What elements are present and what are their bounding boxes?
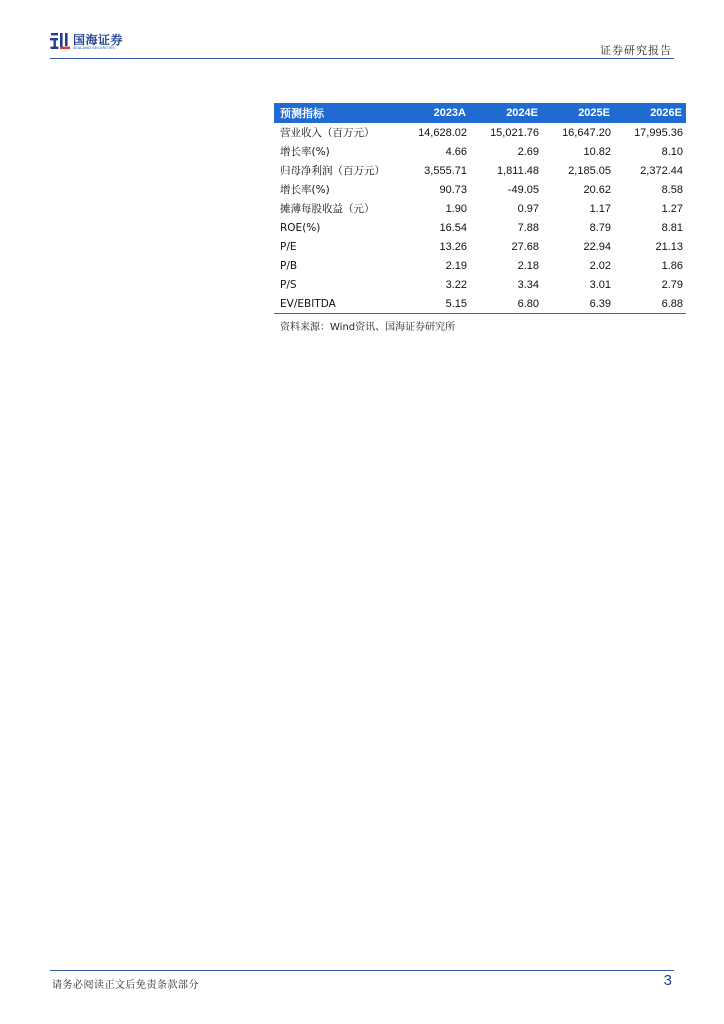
table-cell: 2.79 <box>661 278 683 291</box>
table-cell: 7.88 <box>517 221 539 234</box>
table-cell: 3,555.71 <box>424 164 467 177</box>
row-label: P/B <box>280 259 298 272</box>
table-cell: 1,811.48 <box>496 164 539 177</box>
table-cell: 16.54 <box>439 221 467 234</box>
column-header: 2025E <box>578 107 610 119</box>
column-header: 预测指标 <box>280 108 324 120</box>
table-row <box>274 180 686 199</box>
table-cell: 8.79 <box>589 221 611 234</box>
table-row <box>274 123 686 142</box>
table-cell: 20.62 <box>583 183 611 196</box>
table-cell: 2,185.05 <box>568 164 611 177</box>
table-row <box>274 218 686 237</box>
forecast-table <box>274 103 686 314</box>
table-cell: 22.94 <box>583 240 611 253</box>
table-cell: 1.90 <box>445 202 467 215</box>
table-cell: 27.68 <box>511 240 539 253</box>
logo-text-en: SEALAND SECURITIES <box>73 46 115 50</box>
table-cell: 0.97 <box>517 202 539 215</box>
row-label: 增长率(%) <box>280 184 330 196</box>
column-header: 2023A <box>433 107 466 119</box>
page-number: 3 <box>663 972 672 989</box>
header-divider <box>50 58 674 59</box>
row-label: ROE(%) <box>280 221 321 234</box>
table-cell: 16,647.20 <box>562 126 611 139</box>
company-logo <box>50 31 140 53</box>
report-type-title: 证券研究报告 <box>600 44 672 57</box>
table-cell: 2.18 <box>517 259 539 272</box>
table-row <box>274 275 686 294</box>
row-label: P/E <box>280 240 297 253</box>
page-header <box>0 0 724 60</box>
table-cell: 3.22 <box>445 278 467 291</box>
footer-divider <box>50 970 674 971</box>
forecast-table-container <box>274 103 686 314</box>
table-cell: -49.05 <box>507 183 539 196</box>
row-label: EV/EBITDA <box>274 294 398 314</box>
table-cell: 6.39 <box>542 294 614 314</box>
logo-text-cn: 国海证券 <box>73 33 124 47</box>
column-header: 2024E <box>506 107 538 119</box>
table-cell: 8.81 <box>661 221 683 234</box>
table-cell: 90.73 <box>439 183 467 196</box>
table-row <box>274 199 686 218</box>
table-row <box>274 256 686 275</box>
table-cell: 5.15 <box>398 294 470 314</box>
table-cell: 13.26 <box>439 240 467 253</box>
table-cell: 8.58 <box>661 183 683 196</box>
table-cell: 3.34 <box>517 278 539 291</box>
table-cell: 4.66 <box>445 145 467 158</box>
table-cell: 17,995.36 <box>634 126 683 139</box>
row-label: 增长率(%) <box>280 146 330 158</box>
table-cell: 8.10 <box>661 145 683 158</box>
table-cell: 2,372.44 <box>640 164 683 177</box>
row-label: 摊薄每股收益（元） <box>280 203 375 215</box>
table-cell: 2.02 <box>589 259 611 272</box>
row-label: P/S <box>280 278 297 291</box>
source-note: 资料来源：Wind资讯、国海证券研究所 <box>280 322 456 333</box>
table-row <box>274 237 686 256</box>
table-row <box>274 294 686 314</box>
table-row <box>274 142 686 161</box>
table-cell: 15,021.76 <box>490 126 539 139</box>
table-cell: 14,628.02 <box>418 126 467 139</box>
table-cell: 1.27 <box>661 202 683 215</box>
table-cell: 10.82 <box>583 145 611 158</box>
table-cell: 2.69 <box>517 145 539 158</box>
table-cell: 6.88 <box>614 294 686 314</box>
table-cell: 2.19 <box>445 259 467 272</box>
disclaimer-note: 请务必阅读正文后免责条款部分 <box>52 980 199 991</box>
row-label: 营业收入（百万元） <box>280 127 375 139</box>
row-label: 归母净利润（百万元） <box>280 165 385 177</box>
column-header: 2026E <box>650 107 682 119</box>
logo-mark-icon <box>50 31 70 51</box>
table-cell: 1.17 <box>589 202 611 215</box>
table-row <box>274 161 686 180</box>
table-cell: 6.80 <box>470 294 542 314</box>
table-cell: 21.13 <box>655 240 683 253</box>
table-header-row <box>274 103 686 123</box>
table-cell: 1.86 <box>661 259 683 272</box>
table-cell: 3.01 <box>589 278 611 291</box>
